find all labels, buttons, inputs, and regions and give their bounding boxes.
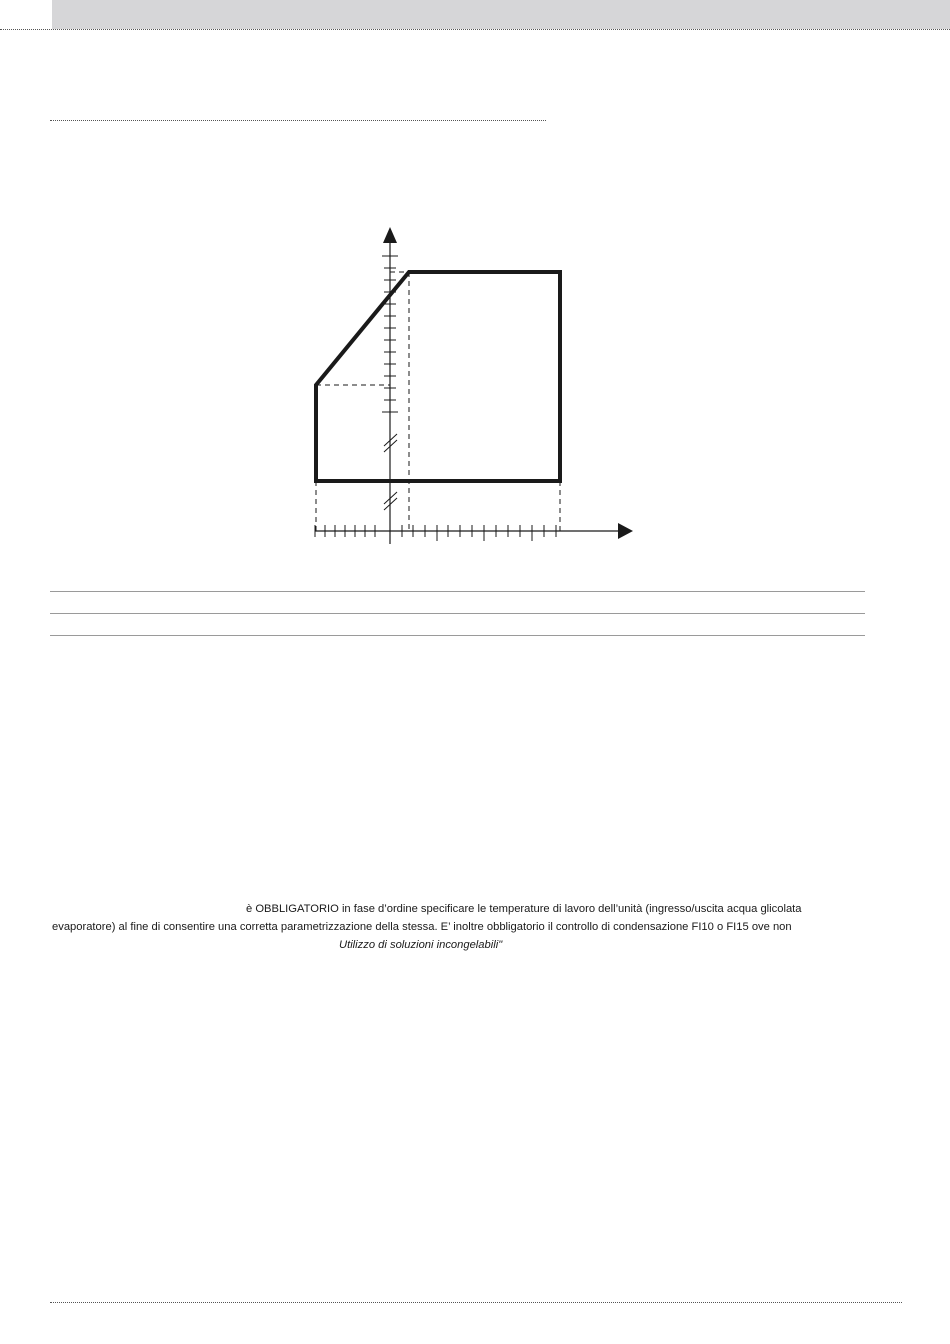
guide-lines <box>316 272 560 531</box>
operating-limits-diagram <box>0 0 950 620</box>
note-line-2: evaporatore) al fine di consentire una corretta parametrizzazione della stessa. E’ inoltre obbligatorio il controllo di condensazione FI10 o FI15 ove non <box>52 921 792 933</box>
x-axis-ticks <box>315 525 556 541</box>
note-line-1: è OBBLIGATORIO in fase d’ordine specificare le temperature di lavoro dell’unità (ingresso/uscita acqua glicolata <box>246 903 802 915</box>
y-axis-arrow <box>383 227 397 243</box>
operating-envelope <box>316 272 560 481</box>
x-axis-arrow <box>618 523 633 539</box>
table-rule-middle <box>50 613 865 614</box>
table-rule-top <box>50 591 865 592</box>
table-rule-bottom <box>50 635 865 636</box>
note-line-3: Utilizzo di soluzioni incongelabili" <box>339 939 503 951</box>
footer-divider <box>50 1302 902 1303</box>
